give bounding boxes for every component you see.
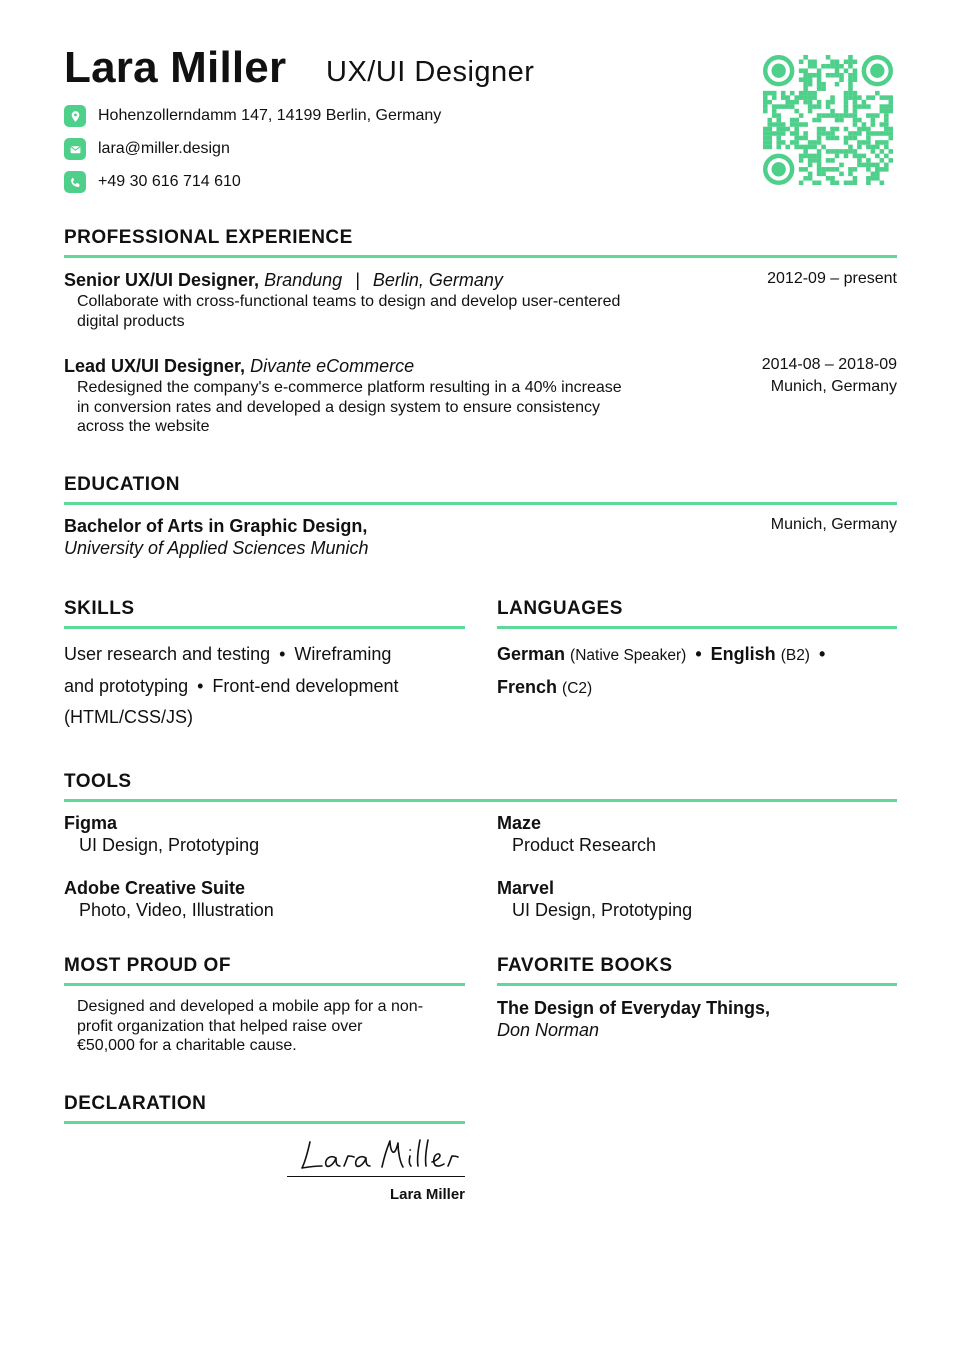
section-heading-education: EDUCATION (64, 473, 897, 505)
experience-1-role: Senior UX/UI Designer, (64, 270, 260, 290)
experience-2-header (64, 355, 414, 377)
language-name: English (710, 644, 776, 664)
proud-line: €50,000 for a charitable cause. (77, 1037, 297, 1054)
bullet: • (818, 644, 826, 664)
languages-list (497, 639, 897, 704)
section-heading-books: FAVORITE BOOKS (497, 954, 897, 986)
language-level: (C2) (562, 679, 593, 697)
education-location: Munich, Germany (770, 516, 897, 533)
bullet: • (695, 644, 702, 664)
education-school: University of Applied Sciences Munich (64, 538, 369, 558)
bullet: • (279, 644, 286, 664)
tool-adobe (64, 877, 274, 921)
candidate-name: Lara Miller (64, 43, 287, 92)
skill-item: and prototyping (64, 675, 189, 696)
qr-code-icon (763, 55, 893, 185)
language-level: (B2) (780, 647, 810, 664)
section-heading-proud: MOST PROUD OF (64, 954, 465, 986)
tool-figma (64, 812, 259, 856)
language-name: French (497, 676, 558, 697)
tool-detail: UI Design, Prototyping (79, 835, 260, 855)
language-level: (Native Speaker) (570, 647, 687, 664)
experience-1-location: Berlin, Germany (372, 270, 503, 290)
proud-line: Designed and developed a mobile app for a non- (77, 998, 424, 1015)
section-heading-skills: SKILLS (64, 597, 465, 629)
section-heading-declaration: DECLARATION (64, 1092, 465, 1124)
signature-line (287, 1176, 465, 1177)
contact-email-text[interactable]: lara@miller.design (98, 140, 230, 157)
language-name: German (497, 644, 566, 664)
experience-2-description (77, 378, 622, 437)
tool-detail: Product Research (512, 835, 657, 855)
skills-line (64, 702, 474, 734)
contact-phone[interactable] (64, 171, 241, 193)
proud-line: profit organization that helped raise over (77, 1017, 363, 1035)
languages-line (497, 639, 897, 672)
experience-1-dates: 2012-09 – present (767, 270, 897, 287)
section-heading-languages: LANGUAGES (497, 597, 897, 629)
bullet: • (197, 675, 204, 696)
skills-line (64, 671, 474, 703)
phone-icon (64, 171, 86, 193)
experience-2-role: Lead UX/UI Designer, (64, 356, 246, 376)
experience-1-description-line: Collaborate with cross-functional teams to design and develop user-centered (77, 293, 621, 310)
skills-line (64, 639, 474, 671)
skill-item: Front-end development (212, 675, 399, 696)
candidate-title: UX/UI Designer (326, 56, 535, 88)
section-heading-experience: PROFESSIONAL EXPERIENCE (64, 226, 897, 258)
tool-name: Maze (497, 813, 542, 833)
experience-1-header (64, 269, 503, 291)
education-degree: Bachelor of Arts in Graphic Design, (64, 516, 368, 536)
signature-image (290, 1134, 468, 1176)
tool-detail: UI Design, Prototyping (512, 900, 693, 920)
experience-2-description-line: across the website (77, 418, 210, 435)
tool-maze (497, 812, 656, 856)
location-pin-icon (64, 105, 86, 127)
experience-2-location: Munich, Germany (770, 378, 897, 395)
tool-name: Adobe Creative Suite (64, 878, 246, 898)
experience-2-dates: 2014-08 – 2018-09 (761, 356, 897, 373)
book-title: The Design of Everyday Things, (497, 998, 771, 1018)
contact-address-text: Hohenzollerndamm 147, 14199 Berlin, Germany (98, 107, 442, 124)
tool-marvel (497, 877, 692, 921)
experience-1-company: Brandung (264, 270, 343, 290)
tool-detail: Photo, Video, Illustration (79, 900, 274, 920)
section-heading-tools: TOOLS (64, 770, 897, 802)
mail-icon (64, 138, 86, 160)
proud-text (77, 997, 423, 1056)
languages-line (497, 672, 897, 705)
declaration-name: Lara Miller (389, 1186, 465, 1203)
experience-2-company: Divante eCommerce (250, 356, 415, 376)
contact-address (64, 105, 441, 127)
contact-phone-text[interactable]: +49 30 616 714 610 (98, 173, 241, 190)
skill-item: User research and testing (64, 644, 271, 664)
experience-2-description-line: Redesigned the company's e-commerce platform resulting in a 40% increase (77, 379, 622, 396)
tool-name: Marvel (497, 878, 555, 898)
skill-item: Wireframing (294, 644, 392, 664)
book-author: Don Norman (497, 1020, 600, 1040)
experience-1-description-line: digital products (77, 312, 185, 330)
experience-1-separator: | (355, 270, 360, 290)
skill-item: (HTML/CSS/JS) (64, 707, 194, 727)
experience-2-description-line: in conversion rates and developed a design system to ensure consistency (77, 398, 600, 416)
skills-list (64, 639, 474, 734)
experience-1-description (77, 292, 620, 331)
tool-name: Figma (64, 813, 118, 833)
contact-email[interactable] (64, 138, 230, 160)
